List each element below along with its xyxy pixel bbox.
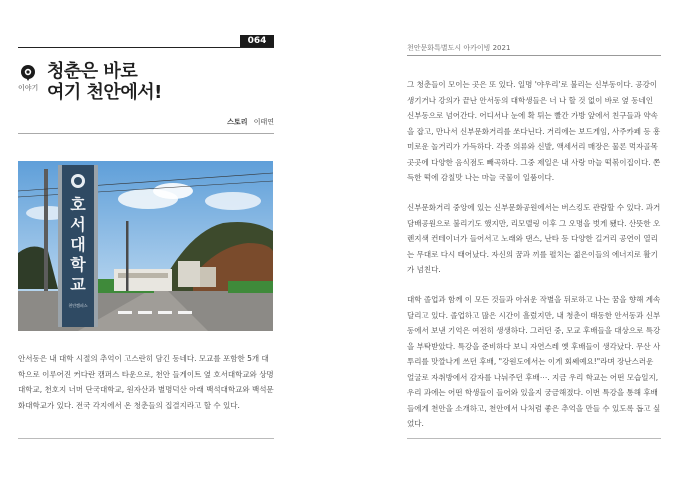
body-text-left: 안서동은 내 대학 시절의 추억이 고스란히 담긴 동네다. 모교를 포함한 5개 대학으로 이루어진 커다란 캠퍼스 타운으로, 천안 들게이트 옆 호서대학교와 상명대학교, 천호지 너머 단국대학교, 원자산과 별명덕산 아래 백석대학교와 백석문화대학교가 있다. 전국 각지에서 온 청춘들의 집결지라고 할 수 있다.	[18, 354, 274, 410]
category-label: 이야기	[18, 84, 39, 92]
title-line-2: 여기 천안에서!	[47, 82, 162, 103]
running-head: 천안문화특별도시 아카이빙 2021	[407, 44, 511, 52]
vertical-sign-text: 호서대학교	[70, 195, 86, 294]
divider	[18, 133, 274, 134]
page-title	[47, 61, 162, 103]
paragraph: 대학 졸업과 함께 이 모든 것들과 아쉬운 작별을 뒤로하고 나는 꿈을 향해 계속 달리고 있다. 졸업하고 많은 시간이 흘렀지만, 내 청춘이 태동한 안서동과 신부동에서 보낸 기억은 여전히 생생하다. 그러던 중, 모교 후배들을 대상으로 특강을 부탁받았다. 특강을 준비하다 보니 자연스레 옛 후배들이 생각났다. 무산 사투리를 맛깔나게 쓰던 후배, "강원도에서는 이게 회쎄예요!"라며 장난스러운 얼굴로 자취방에서 감자를 나눠주던 후배⋯. 지금 우리 학교는 어떤 모습일지, 우리 과에는 어떤 학생들이 들어와 있을지 궁금해졌다. 이번 특강을 통해 후배들에게 천안을 소개하고, 천안에서 나처럼 좋은 추억을 만들 수 있도록 돕고 싶었다.	[407, 295, 661, 428]
location-pin-icon	[19, 64, 37, 82]
paragraph: 그 청춘들이 모이는 곳은 또 있다. 일명 '야우리'로 불리는 신부동이다. 공강이 생기거나 강의가 끝난 안서동의 대학생들은 너 나 할 것 없이 바로 옆 동네인 신부동으로 넘어간다. 어디서나 눈에 확 튀는 빨간 가방 앞에서 친구들과 약속을 잡고, 만나서 신부문화거리를 쏘다닌다. 거리에는 보드게임, 사주카페 등 흥미로운 놀거리가 가득하다. 각종 의류와 신발, 액세서리 매장은 물론 먹자골목 곳곳에 다양한 음식점도 빼곡하다. 그중 제일은 내 사랑 마늘 떡볶이집이다. 쫀득한 떡에 감칠맛 나는 마늘 국물이 일품이다.	[407, 80, 661, 182]
paragraph: 신부문화거리 중앙에 있는 신부문화공원에서는 버스킹도 관람할 수 있다. 과거 담배공원으로 불리기도 했지만, 리모델링 이후 그 오명을 벗게 됐다. 산뜻한 오렌지색 컨테이너가 들어서고 노래와 댄스, 난타 등 다양한 길거리 공연이 열리는 무대로 다시 태어났다. 자신의 꿈과 끼를 펼치는 젊은이들의 에너지로 활기가 넘친다.	[407, 203, 661, 274]
byline	[227, 117, 274, 127]
byline-author: 이태연	[253, 118, 274, 126]
title-line-1: 청춘은 바로	[47, 61, 138, 82]
top-rule-right	[407, 55, 661, 56]
campus-gate-photo	[18, 161, 273, 331]
body-text-right	[407, 77, 661, 446]
top-rule	[18, 47, 274, 48]
page-number: 064	[240, 35, 274, 47]
bottom-rule	[18, 438, 274, 439]
sign-small-text: 천안캠퍼스	[68, 303, 88, 308]
bottom-rule-right	[407, 438, 661, 439]
byline-section: 스토리	[227, 118, 248, 126]
